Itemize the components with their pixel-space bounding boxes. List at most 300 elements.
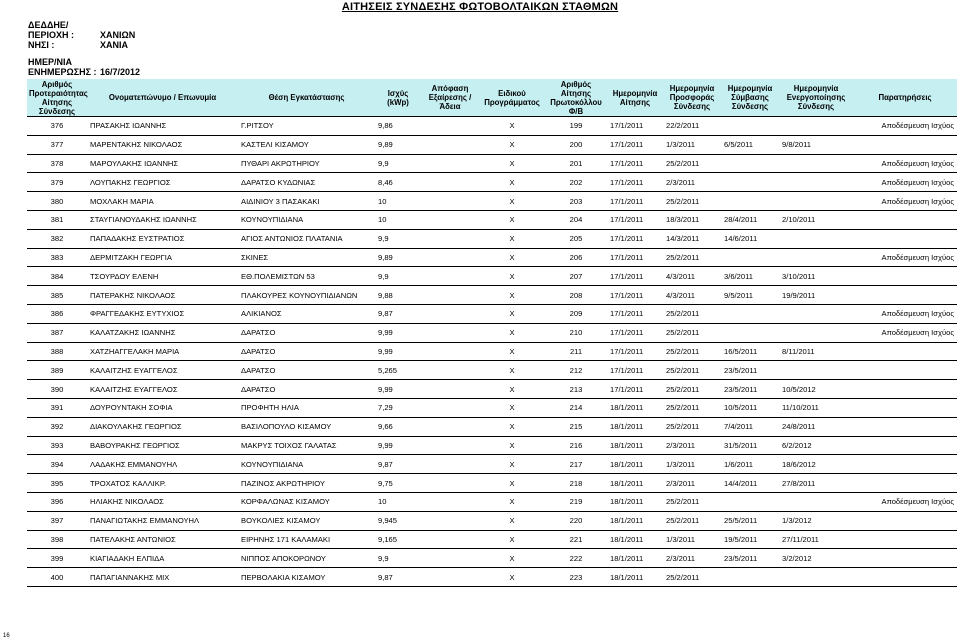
- cell-exemption-license: [421, 192, 479, 211]
- cell-activation-date: 2/10/2011: [779, 210, 853, 229]
- cell-application-date: 18/1/2011: [607, 436, 663, 455]
- cell-offer-date: 25/2/2011: [663, 511, 721, 530]
- col-header-priority-number: Αριθμός Προτεραιότητας Αίτησης Σύνδεσης: [29, 79, 88, 116]
- cell-remarks: [853, 474, 957, 493]
- cell-power: 9,9: [375, 154, 421, 173]
- table-row: [27, 436, 957, 455]
- cell-name: ΔΕΡΜΙΤΖΑΚΗ ΓΕΩΡΓΙΑ: [87, 248, 238, 267]
- cell-application-date: 17/1/2011: [607, 173, 663, 192]
- cell-name: ΗΛΙΑΚΗΣ ΝΙΚΟΛΑΟΣ: [87, 492, 238, 511]
- cell-remarks: [853, 210, 957, 229]
- cell-application-date: 18/1/2011: [607, 492, 663, 511]
- cell-name: ΚΙΑΓΙΑΔΑΚΗ ΕΛΠΙΔΑ: [87, 549, 238, 568]
- meta-value-island: ΧΑΝΙΑ: [100, 40, 129, 50]
- cell-protocol-number: 212: [545, 361, 607, 380]
- cell-power: 9,75: [375, 474, 421, 493]
- col-header-exemption-license: Απόφαση Εξαίρεσης / Άδεια: [421, 79, 479, 117]
- table-row: [27, 417, 957, 436]
- cell-power: 9,89: [375, 135, 421, 154]
- cell-name: ΛΟΥΠΑΚΗΣ ΓΕΩΡΓΙΟΣ: [87, 173, 238, 192]
- cell-offer-date: 25/2/2011: [663, 304, 721, 323]
- cell-location: ΝΙΠΠΟΣ ΑΠΟΚΟΡΩΝΟΥ: [238, 549, 375, 568]
- cell-protocol-number: 206: [545, 248, 607, 267]
- cell-remarks: [853, 229, 957, 248]
- cell-power: 9,99: [375, 380, 421, 399]
- cell-exemption-license: [421, 436, 479, 455]
- cell-priority-number: 390: [27, 380, 87, 399]
- cell-protocol-number: 203: [545, 192, 607, 211]
- table-row: [27, 568, 957, 587]
- cell-exemption-license: [421, 117, 479, 136]
- cell-power: 9,86: [375, 117, 421, 136]
- cell-offer-date: 25/2/2011: [663, 248, 721, 267]
- cell-application-date: 18/1/2011: [607, 568, 663, 587]
- cell-location: ΑΙΔΙΝΙΟΥ 3 ΠΑΣΑΚΑΚΙ: [238, 192, 375, 211]
- table-row: [27, 474, 957, 493]
- cell-application-date: 18/1/2011: [607, 511, 663, 530]
- cell-application-date: 17/1/2011: [607, 286, 663, 305]
- cell-priority-number: 394: [27, 455, 87, 474]
- cell-application-date: 17/1/2011: [607, 323, 663, 342]
- cell-priority-number: 393: [27, 436, 87, 455]
- cell-special-program: X: [479, 248, 545, 267]
- cell-exemption-license: [421, 342, 479, 361]
- cell-location: ΔΑΡΑΤΣΟ ΚΥΔΩΝΙΑΣ: [238, 173, 375, 192]
- cell-location: ΑΛΙΚΙΑΝΟΣ: [238, 304, 375, 323]
- cell-offer-date: 22/2/2011: [663, 117, 721, 136]
- table-row: [27, 361, 957, 380]
- cell-activation-date: [779, 492, 853, 511]
- cell-power: 9,9: [375, 549, 421, 568]
- cell-activation-date: 27/8/2011: [779, 474, 853, 493]
- cell-special-program: X: [479, 173, 545, 192]
- cell-protocol-number: 215: [545, 417, 607, 436]
- cell-name: ΠΡΑΣΑΚΗΣ ΙΩΑΝΝΗΣ: [87, 117, 238, 136]
- cell-exemption-license: [421, 530, 479, 549]
- cell-activation-date: [779, 154, 853, 173]
- cell-contract-date: 3/6/2011: [721, 267, 779, 286]
- cell-application-date: 18/1/2011: [607, 530, 663, 549]
- cell-remarks: [853, 436, 957, 455]
- cell-offer-date: 25/2/2011: [663, 492, 721, 511]
- cell-location: ΑΓΙΟΣ ΑΝΤΩΝΙΟΣ ΠΛΑΤΑΝΙΑ: [238, 229, 375, 248]
- cell-location: ΚΟΥΝΟΥΠΙΔΙΑΝΑ: [238, 210, 375, 229]
- cell-exemption-license: [421, 549, 479, 568]
- cell-remarks: [853, 135, 957, 154]
- cell-special-program: X: [479, 568, 545, 587]
- cell-application-date: 17/1/2011: [607, 304, 663, 323]
- cell-remarks: [853, 417, 957, 436]
- cell-exemption-license: [421, 455, 479, 474]
- cell-activation-date: [779, 248, 853, 267]
- cell-name: ΦΡΑΓΓΕΔΑΚΗΣ ΕΥΤΥΧΙΟΣ: [87, 304, 238, 323]
- cell-contract-date: [721, 304, 779, 323]
- cell-contract-date: 1/6/2011: [721, 455, 779, 474]
- cell-protocol-number: 219: [545, 492, 607, 511]
- cell-activation-date: 6/2/2012: [779, 436, 853, 455]
- cell-name: ΠΑΝΑΓΙΩΤΑΚΗΣ ΕΜΜΑΝΟΥΗΛ: [87, 511, 238, 530]
- cell-priority-number: 384: [27, 267, 87, 286]
- cell-contract-date: 23/5/2011: [721, 549, 779, 568]
- cell-name: ΜΑΡΕΝΤΑΚΗΣ ΝΙΚΟΛΑΟΣ: [87, 135, 238, 154]
- table-row: [27, 210, 957, 229]
- cell-protocol-number: 216: [545, 436, 607, 455]
- cell-location: Γ.ΡΙΤΣΟΥ: [238, 117, 375, 136]
- cell-priority-number: 386: [27, 304, 87, 323]
- cell-protocol-number: 207: [545, 267, 607, 286]
- cell-offer-date: 2/3/2011: [663, 549, 721, 568]
- cell-name: ΠΑΠΑΓΙΑΝΝΑΚΗΣ ΜΙΧ: [87, 568, 238, 587]
- cell-protocol-number: 221: [545, 530, 607, 549]
- cell-power: 9,87: [375, 455, 421, 474]
- cell-special-program: X: [479, 492, 545, 511]
- cell-activation-date: [779, 568, 853, 587]
- cell-offer-date: 1/3/2011: [663, 530, 721, 549]
- cell-contract-date: [721, 154, 779, 173]
- cell-exemption-license: [421, 474, 479, 493]
- cell-special-program: X: [479, 549, 545, 568]
- meta-label-region: ΠΕΡΙΟΧΗ :: [28, 30, 75, 40]
- cell-application-date: 17/1/2011: [607, 117, 663, 136]
- table-row: [27, 530, 957, 549]
- cell-application-date: 17/1/2011: [607, 154, 663, 173]
- cell-special-program: X: [479, 304, 545, 323]
- cell-offer-date: 1/3/2011: [663, 455, 721, 474]
- cell-exemption-license: [421, 492, 479, 511]
- cell-special-program: X: [479, 380, 545, 399]
- cell-special-program: X: [479, 361, 545, 380]
- table-row: [27, 380, 957, 399]
- cell-location: ΠΡΟΦΗΤΗ ΗΛΙΑ: [238, 398, 375, 417]
- cell-contract-date: 31/5/2011: [721, 436, 779, 455]
- cell-remarks: [853, 398, 957, 417]
- cell-application-date: 17/1/2011: [607, 135, 663, 154]
- col-header-special-program: Ειδικού Προγράμματος: [479, 79, 545, 117]
- cell-name: ΧΑΤΖΗΑΓΓΕΛΑΚΗ ΜΑΡΙΑ: [87, 342, 238, 361]
- cell-contract-date: 16/5/2011: [721, 342, 779, 361]
- cell-activation-date: 1/3/2012: [779, 511, 853, 530]
- cell-application-date: 18/1/2011: [607, 398, 663, 417]
- cell-power: 9,87: [375, 304, 421, 323]
- cell-contract-date: 14/6/2011: [721, 229, 779, 248]
- cell-exemption-license: [421, 267, 479, 286]
- cell-special-program: X: [479, 210, 545, 229]
- cell-priority-number: 388: [27, 342, 87, 361]
- col-header-remarks: Παρατηρήσεις: [853, 79, 957, 117]
- cell-location: ΔΑΡΑΤΣΟ: [238, 323, 375, 342]
- cell-offer-date: 18/3/2011: [663, 210, 721, 229]
- cell-exemption-license: [421, 417, 479, 436]
- cell-remarks: [853, 455, 957, 474]
- page-number: 16: [3, 633, 10, 639]
- cell-special-program: X: [479, 135, 545, 154]
- cell-protocol-number: 214: [545, 398, 607, 417]
- table-row: [27, 286, 957, 305]
- cell-priority-number: 387: [27, 323, 87, 342]
- cell-power: 5,265: [375, 361, 421, 380]
- cell-protocol-number: 222: [545, 549, 607, 568]
- cell-remarks: [853, 380, 957, 399]
- cell-priority-number: 398: [27, 530, 87, 549]
- table-row: [27, 267, 957, 286]
- cell-special-program: X: [479, 530, 545, 549]
- cell-power: 9,9: [375, 267, 421, 286]
- cell-exemption-license: [421, 286, 479, 305]
- cell-location: ΔΑΡΑΤΣΟ: [238, 361, 375, 380]
- cell-remarks: Αποδέσμευση Ισχύος: [853, 323, 957, 342]
- cell-activation-date: [779, 304, 853, 323]
- cell-special-program: X: [479, 436, 545, 455]
- cell-name: ΔΙΑΚΟΥΛΑΚΗΣ ΓΕΩΡΓΙΟΣ: [87, 417, 238, 436]
- page-title: ΑΙΤΗΣΕΙΣ ΣΥΝΔΕΣΗΣ ΦΩΤΟΒΟΛΤΑΙΚΩΝ ΣΤΑΘΜΩΝ: [341, 1, 619, 13]
- cell-exemption-license: [421, 361, 479, 380]
- cell-exemption-license: [421, 304, 479, 323]
- meta-label-date-line1: ΗΜΕΡ/ΝΙΑ: [28, 57, 73, 67]
- cell-power: 8,46: [375, 173, 421, 192]
- cell-application-date: 17/1/2011: [607, 380, 663, 399]
- cell-remarks: [853, 286, 957, 305]
- cell-special-program: X: [479, 117, 545, 136]
- cell-priority-number: 391: [27, 398, 87, 417]
- cell-contract-date: 7/4/2011: [721, 417, 779, 436]
- cell-power: 9,165: [375, 530, 421, 549]
- cell-contract-date: [721, 117, 779, 136]
- cell-offer-date: 25/2/2011: [663, 380, 721, 399]
- table-row: [27, 135, 957, 154]
- applications-table: [27, 79, 957, 587]
- cell-protocol-number: 220: [545, 511, 607, 530]
- cell-name: ΜΟΧΛΑΚΗ ΜΑΡΙΑ: [87, 192, 238, 211]
- cell-exemption-license: [421, 154, 479, 173]
- col-header-offer-date: Ημερομηνία Προσφοράς Σύνδεσης: [663, 79, 721, 117]
- cell-activation-date: [779, 117, 853, 136]
- cell-remarks: [853, 361, 957, 380]
- cell-special-program: X: [479, 286, 545, 305]
- cell-power: 9,9: [375, 229, 421, 248]
- cell-application-date: 17/1/2011: [607, 342, 663, 361]
- table-row: [27, 342, 957, 361]
- cell-application-date: 17/1/2011: [607, 248, 663, 267]
- cell-application-date: 17/1/2011: [607, 229, 663, 248]
- cell-offer-date: 2/3/2011: [663, 436, 721, 455]
- cell-activation-date: [779, 361, 853, 380]
- cell-name: ΠΑΠΑΔΑΚΗΣ ΕΥΣΤΡΑΤΙΟΣ: [87, 229, 238, 248]
- cell-name: ΔΟΥΡΟΥΝΤΑΚΗ ΣΟΦΙΑ: [87, 398, 238, 417]
- cell-exemption-license: [421, 248, 479, 267]
- cell-power: 9,89: [375, 248, 421, 267]
- table-row: [27, 173, 957, 192]
- cell-protocol-number: 223: [545, 568, 607, 587]
- cell-name: ΛΑΔΑΚΗΣ ΕΜΜΑΝΟΥΗΛ: [87, 455, 238, 474]
- cell-remarks: Αποδέσμευση Ισχύος: [853, 154, 957, 173]
- cell-activation-date: 19/9/2011: [779, 286, 853, 305]
- table-row: [27, 229, 957, 248]
- table-row: [27, 492, 957, 511]
- cell-priority-number: 377: [27, 135, 87, 154]
- cell-protocol-number: 205: [545, 229, 607, 248]
- cell-power: 10: [375, 192, 421, 211]
- cell-location: ΕΘ.ΠΟΛΕΜΙΣΤΩΝ 53: [238, 267, 375, 286]
- cell-special-program: X: [479, 511, 545, 530]
- cell-contract-date: 14/4/2011: [721, 474, 779, 493]
- cell-offer-date: 25/2/2011: [663, 323, 721, 342]
- cell-contract-date: [721, 173, 779, 192]
- cell-location: ΒΟΥΚΟΛΙΕΣ ΚΙΣΑΜΟΥ: [238, 511, 375, 530]
- cell-name: ΚΑΛΑΤΖΑΚΗΣ ΙΩΑΝΝΗΣ: [87, 323, 238, 342]
- meta-label-operator: ΔΕΔΔΗΕ/: [28, 20, 69, 30]
- cell-location: ΠΕΡΒΟΛΑΚΙΑ ΚΙΣΑΜΟΥ: [238, 568, 375, 587]
- table-row: [27, 549, 957, 568]
- cell-remarks: [853, 267, 957, 286]
- cell-remarks: [853, 511, 957, 530]
- cell-remarks: [853, 530, 957, 549]
- cell-location: ΒΑΣΙΛΟΠΟΥΛΟ ΚΙΣΑΜΟΥ: [238, 417, 375, 436]
- cell-priority-number: 385: [27, 286, 87, 305]
- cell-exemption-license: [421, 511, 479, 530]
- cell-protocol-number: 213: [545, 380, 607, 399]
- cell-special-program: X: [479, 267, 545, 286]
- cell-activation-date: 9/8/2011: [779, 135, 853, 154]
- cell-application-date: 18/1/2011: [607, 455, 663, 474]
- cell-exemption-license: [421, 398, 479, 417]
- cell-contract-date: [721, 192, 779, 211]
- table-row: [27, 398, 957, 417]
- cell-contract-date: 10/5/2011: [721, 398, 779, 417]
- cell-activation-date: 18/6/2012: [779, 455, 853, 474]
- cell-exemption-license: [421, 229, 479, 248]
- cell-name: ΠΑΤΕΡΑΚΗΣ ΝΙΚΟΛΑΟΣ: [87, 286, 238, 305]
- cell-protocol-number: 201: [545, 154, 607, 173]
- cell-location: ΚΟΥΝΟΥΠΙΔΙΑΝΑ: [238, 455, 375, 474]
- cell-priority-number: 378: [27, 154, 87, 173]
- cell-exemption-license: [421, 173, 479, 192]
- cell-offer-date: 1/3/2011: [663, 135, 721, 154]
- cell-offer-date: 25/2/2011: [663, 417, 721, 436]
- col-header-protocol-number: Αριθμός Αίτησης Πρωτοκόλλου Φ/Β: [545, 79, 607, 117]
- cell-name: ΚΑΛΑΙΤΖΗΣ ΕΥΑΓΓΕΛΟΣ: [87, 361, 238, 380]
- col-header-application-date: Ημερομηνία Αίτησης: [607, 79, 663, 117]
- cell-activation-date: 24/8/2011: [779, 417, 853, 436]
- cell-name: ΠΑΤΕΛΑΚΗΣ ΑΝΤΩΝΙΟΣ: [87, 530, 238, 549]
- cell-special-program: X: [479, 474, 545, 493]
- cell-contract-date: 6/5/2011: [721, 135, 779, 154]
- cell-contract-date: [721, 248, 779, 267]
- cell-location: ΚΑΣΤΕΛΙ ΚΙΣΑΜΟΥ: [238, 135, 375, 154]
- col-header-power: Ισχύς (kWp): [375, 79, 421, 117]
- cell-remarks: [853, 342, 957, 361]
- cell-protocol-number: 208: [545, 286, 607, 305]
- cell-application-date: 18/1/2011: [607, 549, 663, 568]
- cell-activation-date: [779, 229, 853, 248]
- cell-exemption-license: [421, 210, 479, 229]
- cell-application-date: 17/1/2011: [607, 210, 663, 229]
- cell-priority-number: 396: [27, 492, 87, 511]
- cell-activation-date: 8/11/2011: [779, 342, 853, 361]
- cell-special-program: X: [479, 323, 545, 342]
- cell-name: ΚΑΛΑΙΤΖΗΣ ΕΥΑΓΓΕΛΟΣ: [87, 380, 238, 399]
- cell-exemption-license: [421, 568, 479, 587]
- cell-protocol-number: 204: [545, 210, 607, 229]
- cell-protocol-number: 211: [545, 342, 607, 361]
- cell-offer-date: 25/2/2011: [663, 192, 721, 211]
- cell-contract-date: 19/5/2011: [721, 530, 779, 549]
- cell-contract-date: 28/4/2011: [721, 210, 779, 229]
- cell-offer-date: 25/2/2011: [663, 154, 721, 173]
- cell-location: ΜΑΚΡΥΣ ΤΟΙΧΟΣ ΓΑΛΑΤΑΣ: [238, 436, 375, 455]
- cell-name: ΤΡΟΧΑΤΟΣ ΚΑΛΛΙΚΡ.: [87, 474, 238, 493]
- cell-remarks: Αποδέσμευση Ισχύος: [853, 173, 957, 192]
- table-row: [27, 154, 957, 173]
- col-header-contract-date: Ημερομηνία Σύμβασης Σύνδεσης: [721, 79, 779, 117]
- cell-power: 9,99: [375, 323, 421, 342]
- cell-offer-date: 25/2/2011: [663, 398, 721, 417]
- cell-priority-number: 382: [27, 229, 87, 248]
- table-header-row: [27, 79, 957, 117]
- cell-application-date: 17/1/2011: [607, 192, 663, 211]
- cell-special-program: X: [479, 154, 545, 173]
- cell-offer-date: 25/2/2011: [663, 361, 721, 380]
- cell-exemption-license: [421, 135, 479, 154]
- cell-activation-date: 3/10/2011: [779, 267, 853, 286]
- cell-contract-date: 25/5/2011: [721, 511, 779, 530]
- cell-activation-date: [779, 192, 853, 211]
- meta-value-update-date: 16/7/2012: [100, 67, 141, 77]
- table-row: [27, 117, 957, 136]
- cell-activation-date: 11/10/2011: [779, 398, 853, 417]
- cell-remarks: [853, 549, 957, 568]
- cell-application-date: 17/1/2011: [607, 267, 663, 286]
- meta-label-island: ΝΗΣΙ :: [28, 40, 55, 50]
- cell-name: ΒΑΒΟΥΡΑΚΗΣ ΓΕΩΡΓΙΟΣ: [87, 436, 238, 455]
- cell-remarks: Αποδέσμευση Ισχύος: [853, 192, 957, 211]
- cell-contract-date: 23/5/2011: [721, 361, 779, 380]
- cell-activation-date: [779, 173, 853, 192]
- cell-location: ΠΛΑΚΟΥΡΕΣ ΚΟΥΝΟΥΠΙΔΙΑΝΩΝ: [238, 286, 375, 305]
- cell-offer-date: 2/3/2011: [663, 173, 721, 192]
- cell-exemption-license: [421, 380, 479, 399]
- cell-protocol-number: 202: [545, 173, 607, 192]
- cell-activation-date: 10/5/2012: [779, 380, 853, 399]
- table-row: [27, 248, 957, 267]
- cell-contract-date: 9/5/2011: [721, 286, 779, 305]
- cell-priority-number: 392: [27, 417, 87, 436]
- cell-special-program: X: [479, 192, 545, 211]
- cell-remarks: Αποδέσμευση Ισχύος: [853, 117, 957, 136]
- cell-contract-date: [721, 492, 779, 511]
- table-row: [27, 323, 957, 342]
- cell-name: ΜΑΡΟΥΛΑΚΗΣ ΙΩΑΝΝΗΣ: [87, 154, 238, 173]
- cell-exemption-license: [421, 323, 479, 342]
- cell-offer-date: 14/3/2011: [663, 229, 721, 248]
- cell-power: 9,99: [375, 342, 421, 361]
- cell-application-date: 18/1/2011: [607, 474, 663, 493]
- cell-activation-date: 27/11/2011: [779, 530, 853, 549]
- cell-power: 9,99: [375, 436, 421, 455]
- cell-protocol-number: 209: [545, 304, 607, 323]
- cell-power: 9,66: [375, 417, 421, 436]
- cell-remarks: Αποδέσμευση Ισχύος: [853, 248, 957, 267]
- cell-name: ΤΣΟΥΡΔΟΥ ΕΛΕΝΗ: [87, 267, 238, 286]
- cell-location: ΔΑΡΑΤΣΟ: [238, 342, 375, 361]
- col-header-name: Ονοματεπώνυμο / Επωνυμία: [87, 79, 238, 117]
- table-body: [27, 117, 957, 587]
- cell-application-date: 18/1/2011: [607, 417, 663, 436]
- cell-contract-date: [721, 323, 779, 342]
- cell-remarks: Αποδέσμευση Ισχύος: [853, 492, 957, 511]
- cell-priority-number: 399: [27, 549, 87, 568]
- cell-offer-date: 25/2/2011: [663, 568, 721, 587]
- col-header-location: Θέση Εγκατάστασης: [238, 79, 375, 117]
